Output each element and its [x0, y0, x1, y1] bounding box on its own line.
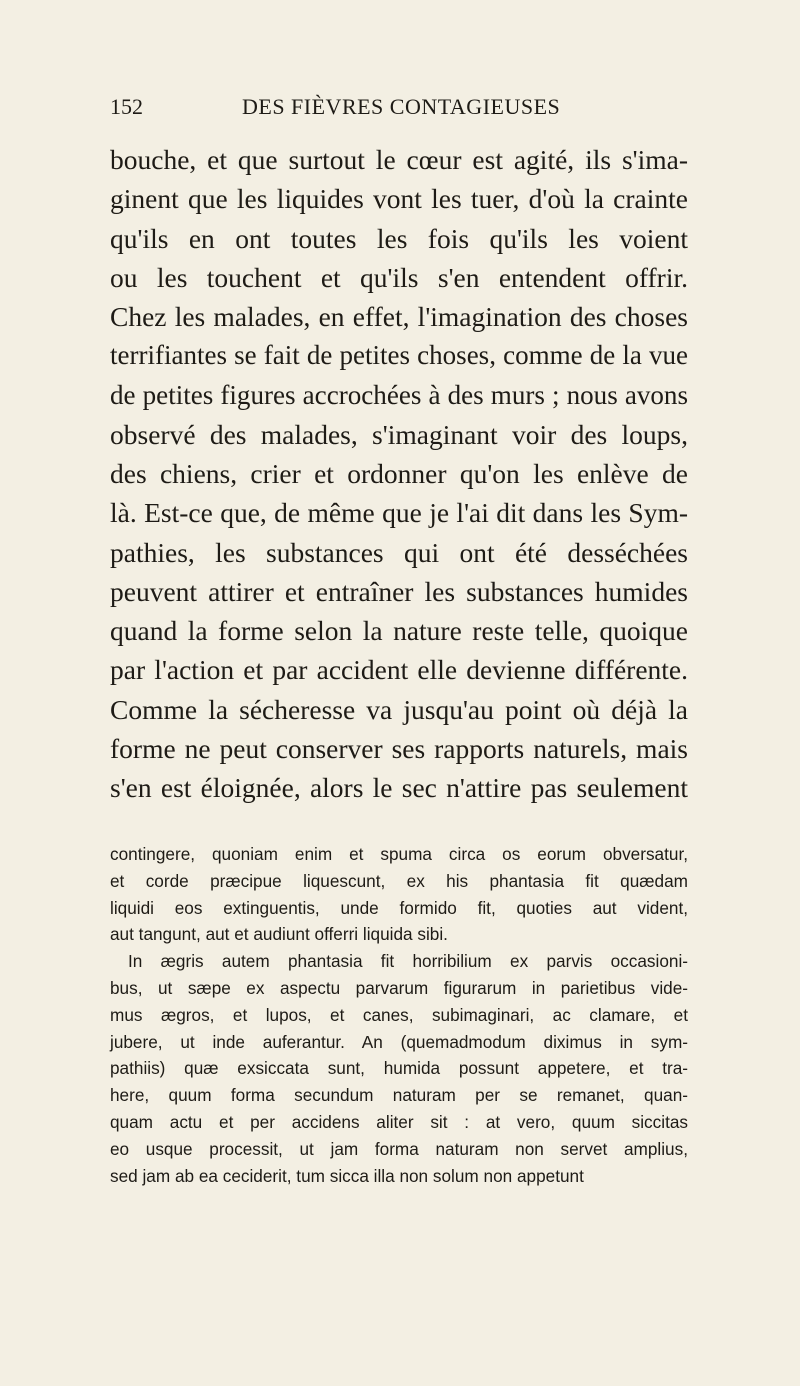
text-line: contingere, quoniam enim et spuma circa os eorum obversatur,	[110, 844, 688, 864]
text-line: peuvent attirer et entraîner les substances humides	[110, 575, 688, 607]
page-header	[110, 94, 670, 120]
text-line: here, quum forma secundum naturam per se remanet, quan-	[110, 1085, 688, 1106]
text-line: là. Est-ce que, de même que je l'ai dit dans les Sym-	[110, 497, 688, 529]
text-line: s'en est éloignée, alors le sec n'attire pas seulement	[110, 772, 688, 803]
text-line: Comme la sécheresse va jusqu'au point où déjà la	[110, 693, 688, 725]
text-line: ginent que les liquides vont les tuer, d'où la crainte	[110, 183, 688, 215]
text-line: In ægris autem phantasia fit horribilium ex parvis occasioni-	[128, 951, 688, 972]
text-line: sed jam ab ea ceciderit, tum sicca illa non solum non appetunt	[110, 1165, 584, 1186]
text-line: terrifiantes se fait de petites choses, comme de la vue	[110, 340, 688, 371]
running-title: DES FIÈVRES CONTAGIEUSES	[242, 94, 561, 119]
text-line: de petites figures accrochées à des murs ; nous avons	[110, 379, 688, 410]
text-line: par l'action et par accident elle devienne différente.	[110, 654, 688, 686]
text-line: bouche, et que surtout le cœur est agité, ils s'ima-	[110, 144, 688, 175]
french-translation	[110, 140, 688, 807]
text-line: pathiis) quæ exsiccata sunt, humida possunt appetere, et tra-	[110, 1058, 688, 1079]
text-line: quam actu et per accidens aliter sit : at vero, quum siccitas	[110, 1111, 688, 1132]
text-line: liquidi eos extinguentis, unde formido fit, quoties aut vident,	[110, 897, 688, 918]
latin-original	[110, 841, 688, 1189]
text-line: et corde præcipue liquescunt, ex his phantasia fit quædam	[110, 870, 688, 891]
text-line: aut tangunt, aut et audiunt offerri liquida sibi.	[110, 924, 448, 945]
text-line: pathies, les substances qui ont été desséchées	[110, 536, 688, 568]
text-line: quand la forme selon la nature reste telle, quoique	[110, 615, 688, 646]
text-line: des chiens, crier et ordonner qu'on les enlève de	[110, 458, 688, 489]
text-line: ou les touchent et qu'ils s'en entendent offrir.	[110, 261, 688, 293]
page-number: 152	[110, 94, 143, 119]
text-line: Chez les malades, en effet, l'imagination des choses	[110, 301, 688, 332]
text-line: mus ægros, et lupos, et canes, subimaginari, ac clamare, et	[110, 1004, 688, 1025]
text-line: bus, ut sæpe ex aspectu parvarum figurarum in parietibus vide-	[110, 977, 688, 998]
text-line: jubere, ut inde auferantur. An (quemadmodum diximus in sym-	[110, 1031, 688, 1052]
text-line: eo usque processit, ut jam forma naturam non servet amplius,	[110, 1138, 688, 1159]
text-line: qu'ils en ont toutes les fois qu'ils les voient	[110, 222, 688, 254]
text-line: observé des malades, s'imaginant voir des loups,	[110, 418, 688, 450]
text-line: forme ne peut conserver ses rapports naturels, mais	[110, 732, 688, 764]
